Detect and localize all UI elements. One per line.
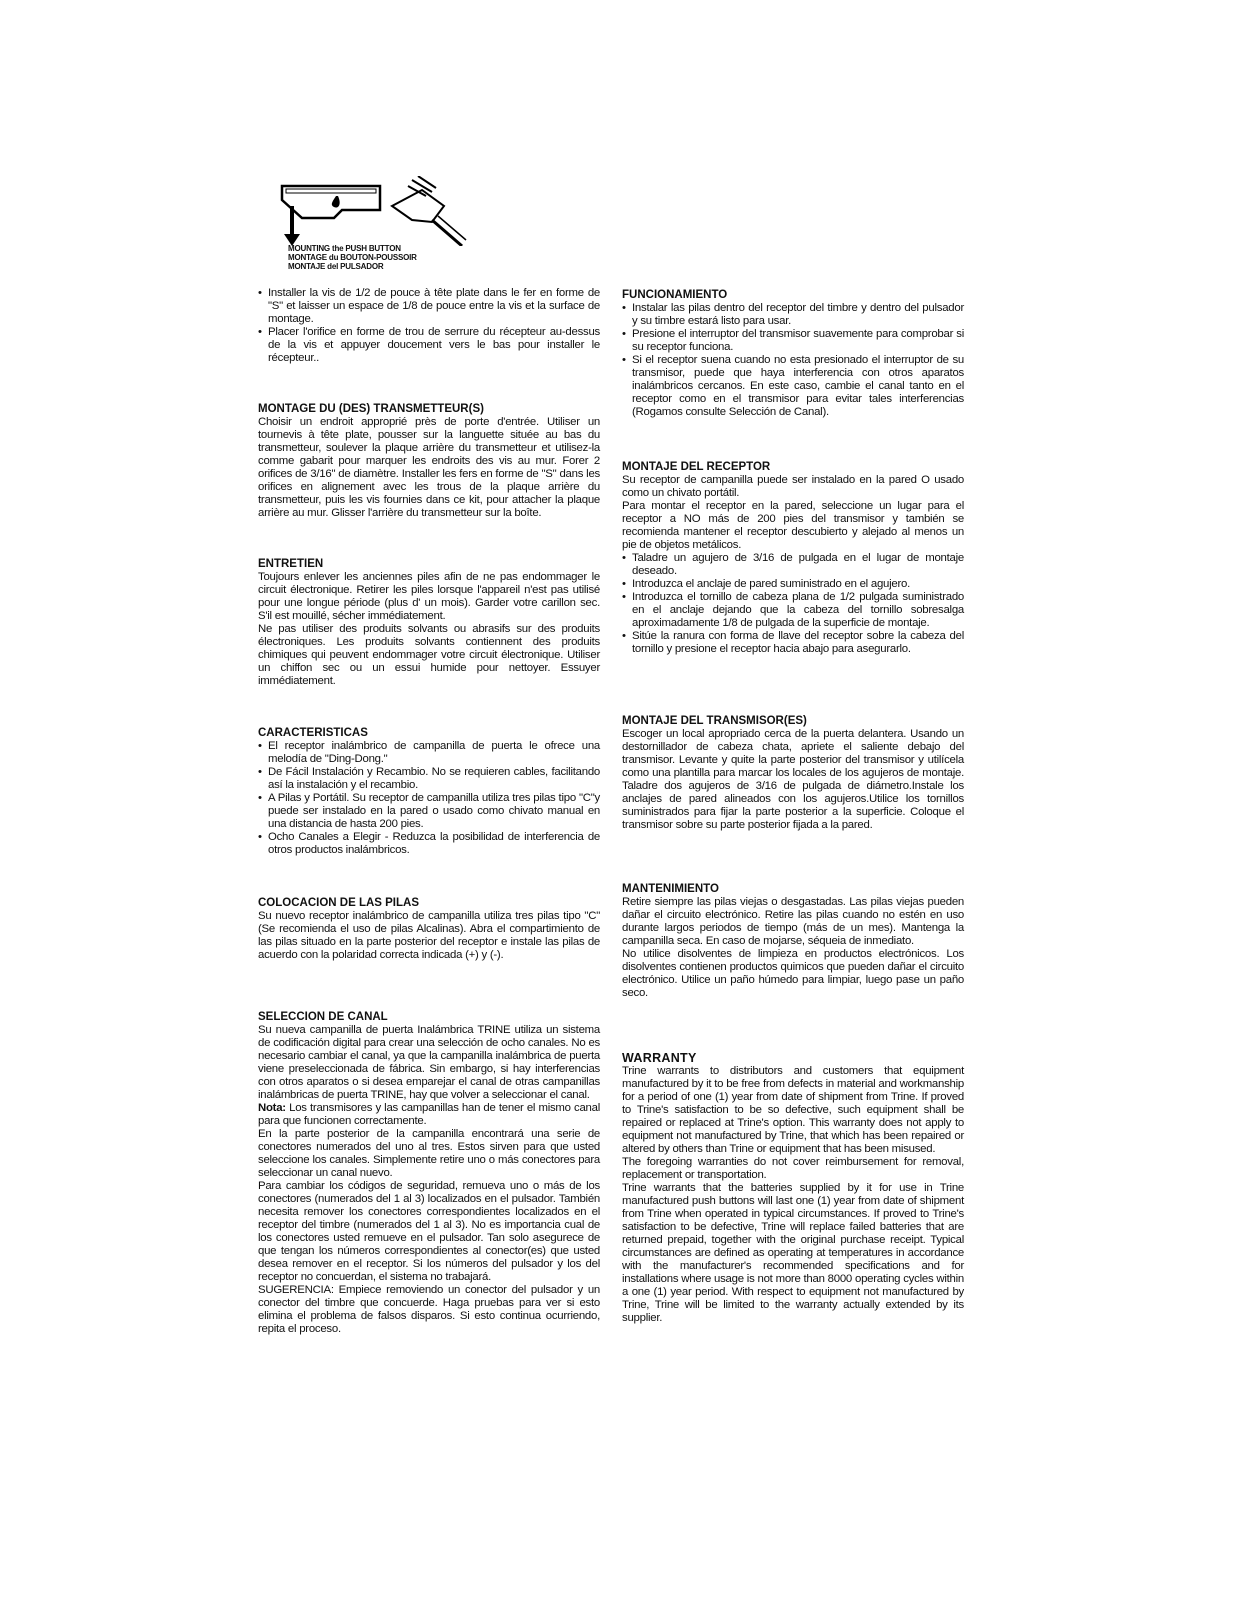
paragraph: Su nuevo receptor inalámbrico de campanilla utiliza tres pilas tipo "C" (Se recomienda el uso de pilas Alcalinas). Abra el compartimiento de las pilas situado en la parte posterior del receptor e instale las pilas de acuerdo con la polaridad correcta indicada (+) y (-). bbox=[258, 910, 600, 961]
list-item: • Ocho Canales a Elegir - Reduzca la posibilidad de interferencia de otros productos inalámbricos. bbox=[258, 831, 600, 857]
list-item: • De Fácil Instalación y Recambio. No se requieren cables, facilitando así la instalación y el recambio. bbox=[258, 766, 600, 792]
paragraph: Toujours enlever les anciennes piles afin de ne pas endommager le circuit électronique. Retirer les piles lorsque l'appareil n'est pas utilisé pour une longue période (plus d' un mois). Garder votre carillon sec. S'il est mouillé, sécher immédiatement. bbox=[258, 571, 600, 622]
paragraph: Escoger un local apropriado cerca de la puerta delantera. Usando un destornillador de cabeza chata, apriete el saliente debajo del transmisor. Levante y quite la parte posterior del transmisor y utilícela como una plantilla para marcar los locales de los agujeros de montaje. Taladre dos agujeros de 3/16 de pulgada de diámetro.Instale los anclajes de pared alineados con los agujeros.Utilice los tornillos suministrados para fijar la parte posterior a la superficie. Coloque el transmisor sobre su parte posterior fijada a la pared. bbox=[622, 728, 964, 831]
montaje-transmisor-section bbox=[622, 715, 964, 832]
section-heading: MANTENIMIENTO bbox=[622, 883, 719, 895]
section-heading: SELECCION DE CANAL bbox=[258, 1011, 388, 1023]
section-heading: MONTAJE DEL RECEPTOR bbox=[622, 461, 771, 473]
warranty-section bbox=[622, 1052, 964, 1325]
list-item: • Sitúe la ranura con forma de llave del receptor sobre la cabeza del tornillo y presione el receptor hacia abajo para asegurarlo. bbox=[622, 630, 964, 656]
list-item: • Presione el interruptor del transmisor suavemente para comprobar si su receptor funciona. bbox=[622, 328, 964, 354]
nota-label: Nota: bbox=[258, 1102, 286, 1114]
intro-section bbox=[258, 287, 600, 365]
section-heading: COLOCACION DE LAS PILAS bbox=[258, 897, 420, 909]
montaje-receptor-section bbox=[622, 461, 964, 656]
caption-line: MONTAGE du BOUTON-POUSSOIR bbox=[288, 253, 417, 262]
entretien-section bbox=[258, 558, 600, 688]
push-button-diagram bbox=[272, 176, 482, 246]
montage-transmetteur-section bbox=[258, 403, 600, 520]
section-heading: CARACTERISTICAS bbox=[258, 727, 368, 739]
mounting-illustration bbox=[272, 176, 482, 276]
paragraph: Ne pas utiliser des produits solvants ou abrasifs sur des produits électroniques. Les produits solvants contiennent des produits chimiques qui peuvent endommager votre circuit électronique. Utiliser un chiffon sec ou un essui humide pour nettoyer. Essuyer immédiatement. bbox=[258, 623, 600, 687]
paragraph: Retire siempre las pilas viejas o desgastadas. Las pilas viejas pueden dañar el circuito electrónico. Retire las pilas cuando no estén en uso durante largos periodos de tiempo (más de un mes). Mantenga la campanilla seca. En caso de mojarse, séqueia de inmediato. bbox=[622, 896, 964, 947]
list-item: • Introduzca el tornillo de cabeza plana de 1/2 pulgada suministrado en el anclaje dejando que la cabeza del tornillo sobresalga aproximadamente 1/8 de pulgada de la superficie de montaje. bbox=[622, 591, 964, 630]
section-heading: WARRANTY bbox=[622, 1051, 697, 1065]
colocacion-section bbox=[258, 897, 600, 962]
caption-line: MOUNTING the PUSH BUTTON bbox=[288, 244, 401, 253]
paragraph: The foregoing warranties do not cover reimbursement for removal, replacement or transportation. bbox=[622, 1156, 964, 1181]
list-item: • A Pilas y Portátil. Su receptor de campanilla utiliza tres pilas tipo "C"y puede ser instalado en la pared o usado como chivato manual en una distancia de hasta 200 pies. bbox=[258, 792, 600, 831]
list-item: • Taladre un agujero de 3/16 de pulgada en el lugar de montaje deseado. bbox=[622, 552, 964, 578]
paragraph: Para cambiar los códigos de seguridad, remueva uno o más de los conectores (numerados del 1 al 3) localizados en el pulsador. También necesita remover los conectores correspondientes localizados en el receptor del timbre (numerados del 1 al 3). No es importancia cual de los conectores usted remueve en el pulsador. Tan solo asegurece de que tengan los números correspondientes al conector(es) que usted desea remover en el receptor. Si los números del pulsador y los del receptor no concuerdan, el sistema no trabajará. bbox=[258, 1180, 600, 1283]
caption-line: MONTAJE del PULSADOR bbox=[288, 262, 384, 271]
section-heading: MONTAGE DU (DES) TRANSMETTEUR(S) bbox=[258, 403, 484, 415]
list-item: • Instalar las pilas dentro del receptor del timbre y dentro del pulsador y su timbre estará listo para usar. bbox=[622, 302, 964, 328]
list-item: • Placer l'orifice en forme de trou de serrure du récepteur au-dessus de la vis et appuyer doucement vers le bas pour installer le récepteur.. bbox=[258, 326, 600, 365]
paragraph: Trine warrants to distributors and customers that equipment manufactured by it to be free from defects in material and workmanship for a period of one (1) year from date of shipment from Trine. If proved to Trine's satisfaction to be so defective, such equipment shall be repaired or replaced at Trine's option. This warranty does not apply to equipment not manufactured by Trine, that which has been repaired or altered by others than Trine or equipment that has been misused. bbox=[622, 1065, 964, 1155]
list-item: • Introduzca el anclaje de pared suministrado en el agujero. bbox=[622, 578, 964, 591]
caracteristicas-section bbox=[258, 727, 600, 857]
paragraph: Para montar el receptor en la pared, seleccione un lugar para el receptor a NO más de 200 pies del transmisor y también se recomienda mantener el receptor descubierto y alejado al menos un pie de objetos metálicos. bbox=[622, 500, 964, 551]
figure-caption bbox=[288, 244, 417, 271]
paragraph: Choisir un endroit approprié près de porte d'entrée. Utiliser un tournevis à tête plate, pousser sur la languette située au bas du transmetteur, soulever la plaque arrière du transmetteur et utilisez-la comme gabarit pour marquer les endroits des vis au mur. Forer 2 orifices de 3/16" de diamètre. Installer les fers en forme de "S" dans les orifices en alignement avec les trous de la plaque arrière du transmetteur, puis les vis fournies dans ce kit, pour attacher la plaque arrière au mur. Glisser l'arrière du transmetteur sur la boîte. bbox=[258, 416, 600, 519]
paragraph: En la parte posterior de la campanilla encontrará una serie de conectores numerados del uno al tres. Estos sirven para que usted seleccione los canales. Simplemente retire uno o más conectores para seleccionar un canal nuevo. bbox=[258, 1128, 600, 1179]
paragraph: SUGERENCIA: Empiece removiendo un conector del pulsador y un conector del timbre que concuerde. Haga pruebas para ver si esto elimina el problema de falsos disparos. Si esto continua ocurriendo, repita el proceso. bbox=[258, 1284, 600, 1335]
list-item: • Si el receptor suena cuando no esta presionado el interruptor de su transmisor, puede que haya interferencia con otros aparatos inalámbricos cercanos. En este caso, cambie el canal tanto en el receptor como en el transmisor para evitar tales interferencias (Rogamos consulte Selección de Canal). bbox=[622, 354, 964, 419]
nota-paragraph bbox=[258, 1102, 600, 1128]
paragraph: Su nueva campanilla de puerta Inalámbrica TRINE utiliza un sistema de codificación digital para crear una selección de ocho canales. No es necesario cambiar el canal, ya que la campanilla inalámbrica de puerta viene preseleccionada de fábrica. Sin embargo, si hay interferencias con otros aparatos o si desea emparejar el canal de otras campanillas inalámbricas de puerta TRINE, hay que volver a seleccionar el canal. bbox=[258, 1024, 600, 1101]
list-item: • El receptor inalámbrico de campanilla de puerta le ofrece una melodía de "Ding-Dong." bbox=[258, 740, 600, 766]
nota-text: Los transmisores y las campanillas han de tener el mismo canal para que funcionen correctamente. bbox=[258, 1102, 600, 1127]
paragraph: No utilice disolventes de limpieza en productos electrónicos. Los disolventes contienen productos quimicos que pueden dañar el circuito electrónico. Utilice un paño húmedo para limpiar, luego pase un paño seco. bbox=[622, 948, 964, 999]
section-heading: ENTRETIEN bbox=[258, 558, 324, 570]
paragraph: Trine warrants that the batteries supplied by it for use in Trine manufactured push buttons will last one (1) year from date of shipment from Trine when operated in typical circumstances. If proved to Trine's satisfaction to be defective, Trine will replace failed batteries that are returned prepaid, together with the original purchase receipt. Typical circumstances are defined as operating at temperatures in accordance with the manufacturer's recommended specifications and for installations where usage is not more than 8000 operating cycles within a one (1) year period. With respect to equipment not manufactured by Trine, Trine will be limited to the warranty actually extended by its supplier. bbox=[622, 1182, 964, 1324]
section-heading: MONTAJE DEL TRANSMISOR(ES) bbox=[622, 715, 807, 727]
funcionamiento-section bbox=[622, 289, 964, 419]
paragraph: Su receptor de campanilla puede ser instalado en la pared O usado como un chivato portátil. bbox=[622, 474, 964, 499]
mantenimiento-section bbox=[622, 883, 964, 1000]
section-heading: FUNCIONAMIENTO bbox=[622, 289, 728, 301]
list-item: • Installer la vis de 1/2 de pouce à tête plate dans le fer en forme de "S" et laisser un espace de 1/8 de pouce entre la vis et la surface de montage. bbox=[258, 287, 600, 326]
seleccion-canal-section bbox=[258, 1011, 600, 1336]
